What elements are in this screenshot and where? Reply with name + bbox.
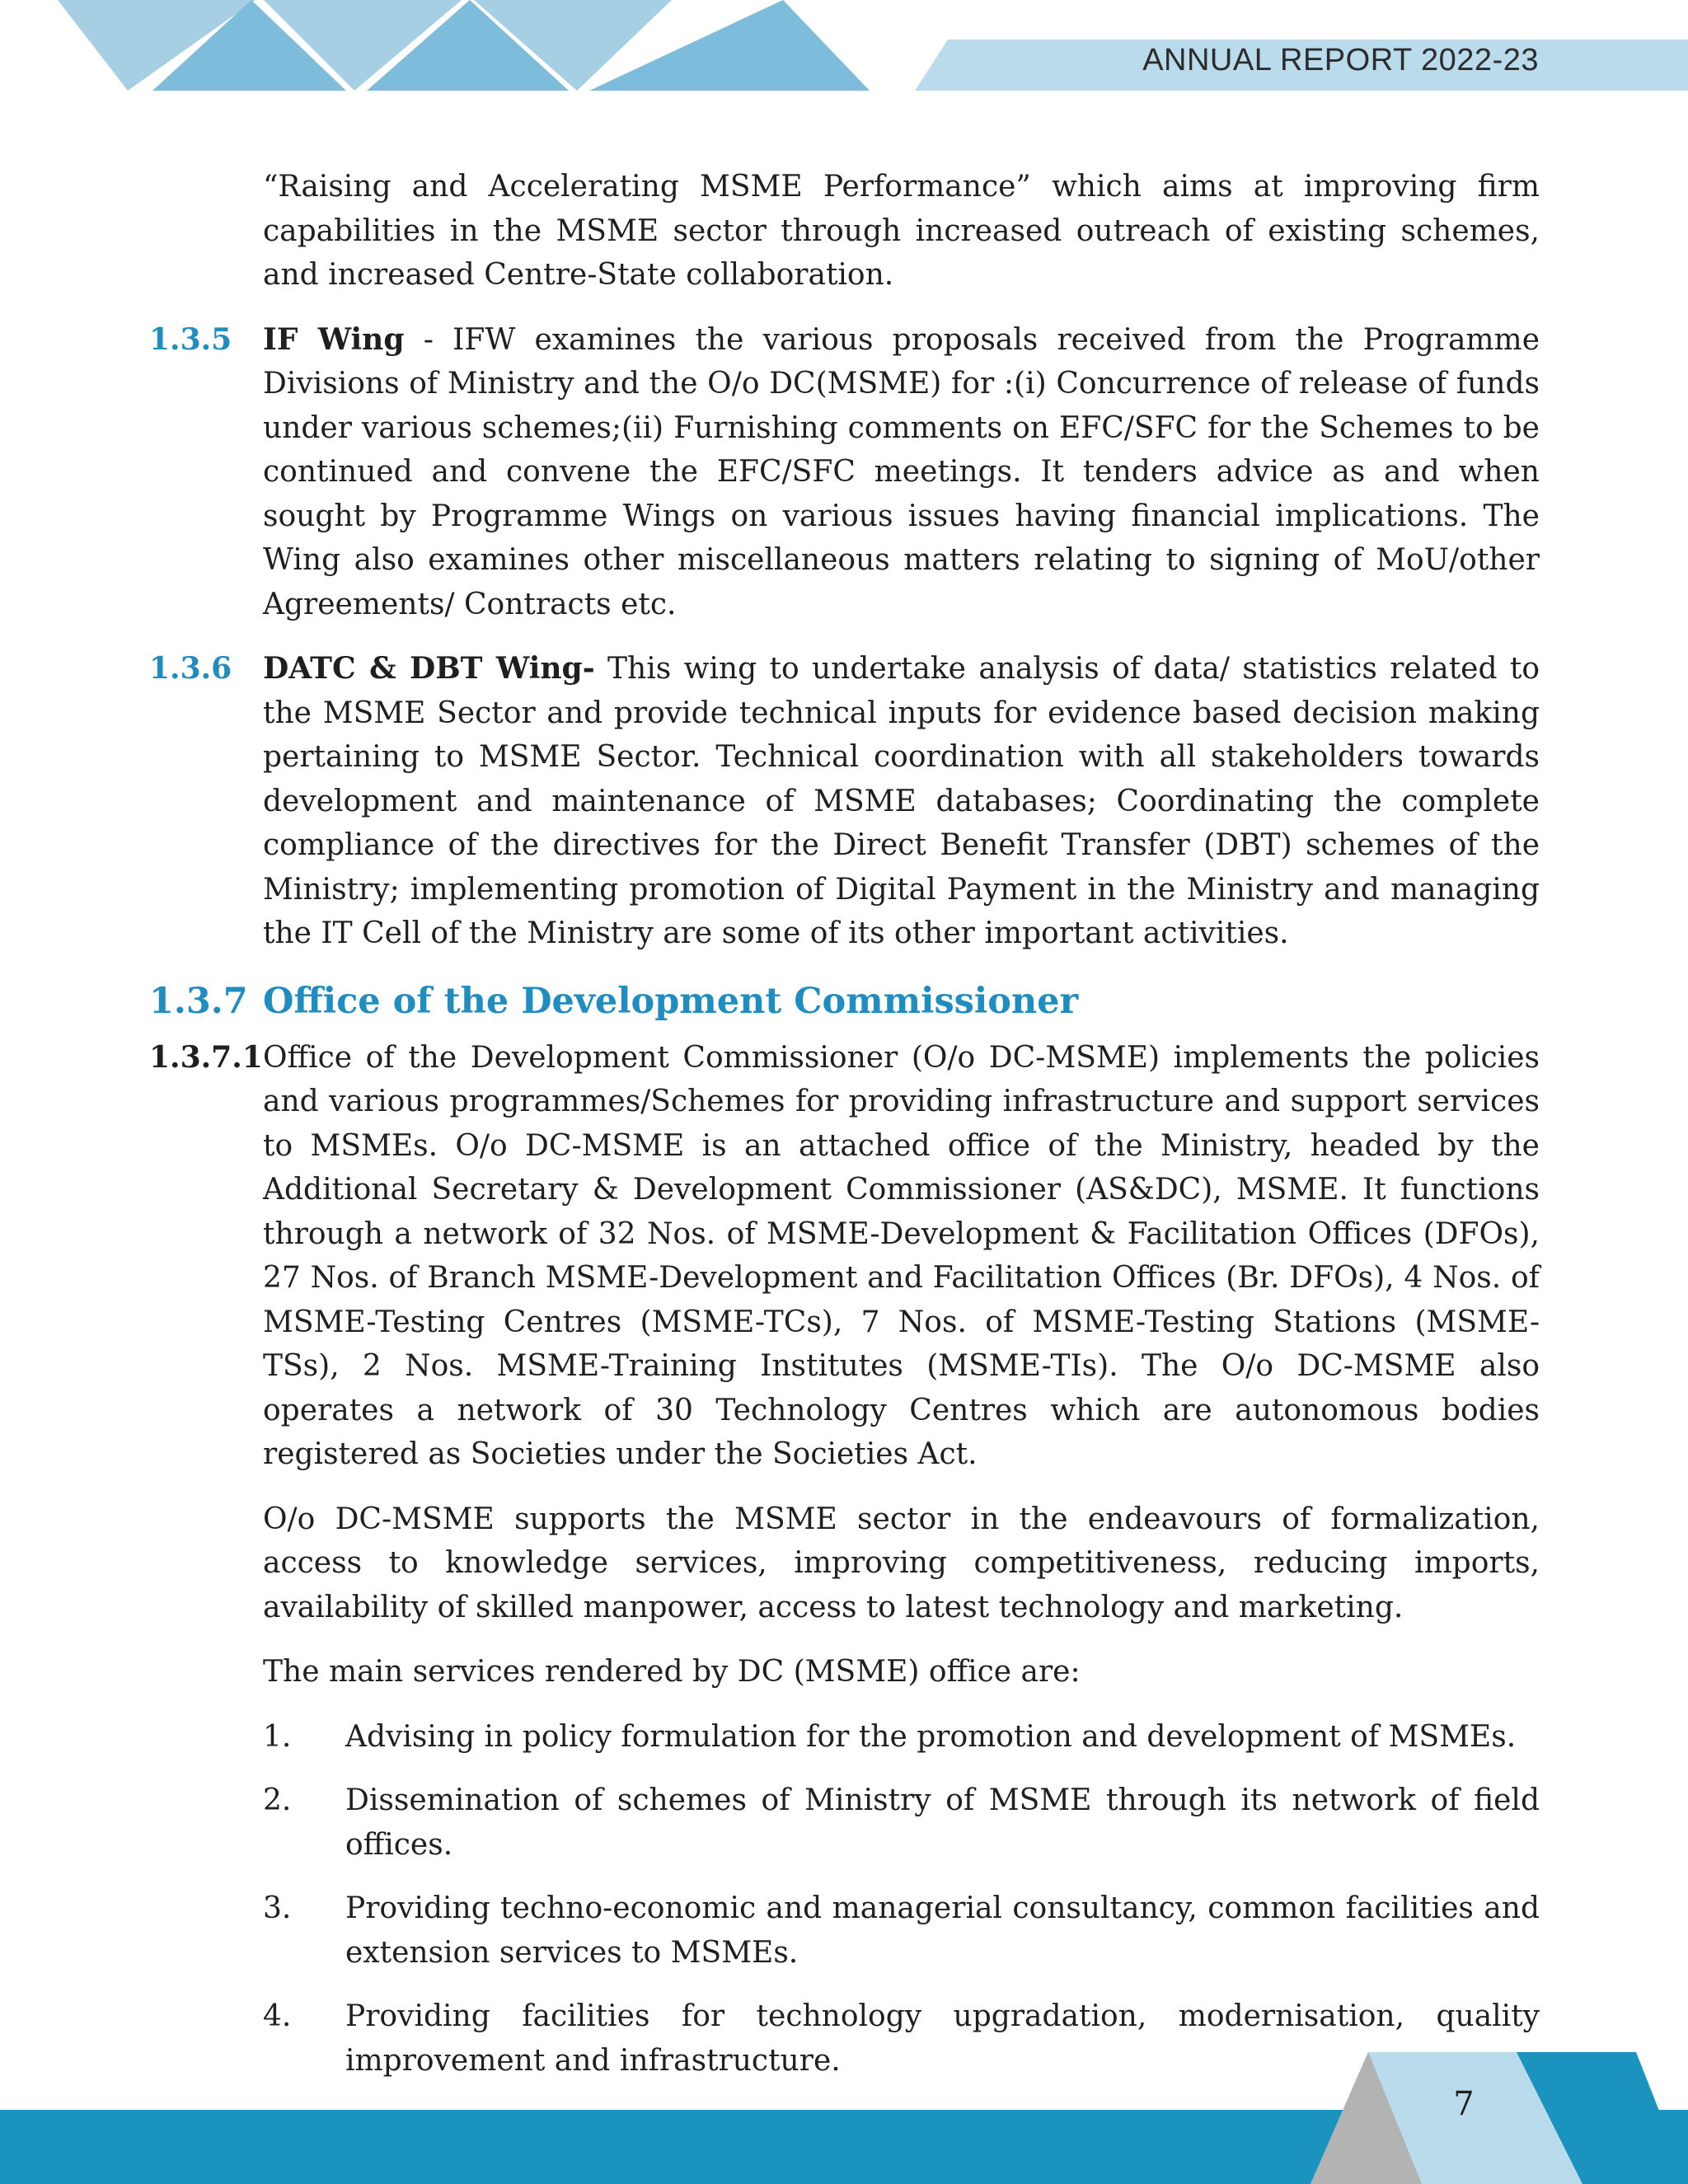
section-text: - IFW examines the various proposals received from the Programme Divisions of Ministry and the O/o DC(MSME) for :(i) Concurrence of release of funds under various schemes;(ii) Furnishing comments on EFC/SFC for the Schemes to be continued and convene the EFC/SFC meetings. It tenders advice as and when sought by Programme Wings on various issues having financial implications. The Wing also examines other miscellaneous matters relating to signing of MoU/other Agreements/ Contracts etc. <box>263 322 1540 621</box>
heading-title: Office of the Development Commissioner <box>263 980 1079 1022</box>
footer-decoration <box>0 2052 1688 2184</box>
list-text: Providing techno-economic and managerial consultancy, common facilities and extension services to MSMEs. <box>345 1891 1540 1970</box>
list-text: Providing facilities for technology upgradation, modernisation, quality improvement and infrastructure. <box>345 1999 1540 2078</box>
section-1-3-6 <box>149 647 1540 956</box>
section-number: 1.3.7.1 <box>149 1039 263 1075</box>
section-1-3-5 <box>149 318 1540 627</box>
section-heading-1-3-7 <box>149 977 1540 1026</box>
page-number: 7 <box>1453 2085 1475 2123</box>
report-title: ANNUAL REPORT 2022-23 <box>1142 43 1539 77</box>
section-body <box>263 318 1540 627</box>
section-lead: IF Wing <box>263 321 405 357</box>
paragraph-supports: O/o DC-MSME supports the MSME sector in the endeavours of formalization, access to knowledge services, improving competitiveness, reducing imports, availability of skilled manpower, access to latest technology and marketing. <box>263 1502 1540 1624</box>
section-number: 1.3.6 <box>149 651 232 686</box>
section-text: This wing to undertake analysis of data/ statistics related to the MSME Sector and provide technical inputs for evidence based decision making pertaining to MSME Sector. Technical coordination with all stakeholders towards development and maintenance of MSME databases; Coordinating the complete compliance of the directives for the Direct Benefit Transfer (DBT) schemes of the Ministry; implementing promotion of Digital Payment in the Ministry and managing the IT Cell of the Ministry are some of its other important activities. <box>263 652 1540 950</box>
heading-number: 1.3.7 <box>149 980 248 1022</box>
section-body <box>263 647 1540 956</box>
page-content <box>149 165 1540 2167</box>
list-number: 1. <box>263 1719 292 1754</box>
list-number: 3. <box>263 1891 292 1925</box>
paragraph-services-intro: The main services rendered by DC (MSME) office are: <box>263 1655 1081 1689</box>
list-number: 2. <box>263 1783 292 1817</box>
section-lead: DATC & DBT Wing- <box>263 651 595 686</box>
section-text: Office of the Development Commissioner (O/o DC-MSME) implements the policies and various programmes/Schemes for providing infrastructure and support services to MSMEs. O/o DC-MSME is an attached office of the Ministry, headed by the Additional Secretary & Development Commissioner (AS&DC), MSME. It functions through a network of 32 Nos. of MSME-Development & Facilitation Offices (DFOs), 27 Nos. of Branch MSME-Development and Facilitation Offices (Br. DFOs), 4 Nos. of MSME-Testing Centres (MSME-TCs), 7 Nos. of MSME-Testing Stations (MSME-TSs), 2 Nos. MSME-Training Institutes (MSME-TIs). The O/o DC-MSME also operates a network of 30 Technology Centres which are autonomous bodies registered as Societies under the Societies Act. <box>263 1040 1540 1471</box>
list-item <box>263 1779 1540 1867</box>
list-item <box>263 1886 1540 1975</box>
section-1-3-7-1 <box>149 1036 1540 1477</box>
intro-continuation: “Raising and Accelerating MSME Performance” which aims at improving firm capabilities in the MSME sector through increased outreach of existing schemes, and increased Centre-State collaboration. <box>263 170 1540 292</box>
list-text: Dissemination of schemes of Ministry of MSME through its network of field offices. <box>345 1783 1540 1862</box>
list-text: Advising in policy formulation for the promotion and development of MSMEs. <box>345 1719 1517 1754</box>
list-item <box>263 1715 1540 1760</box>
section-number: 1.3.5 <box>149 321 232 357</box>
list-number: 4. <box>263 1999 292 2033</box>
